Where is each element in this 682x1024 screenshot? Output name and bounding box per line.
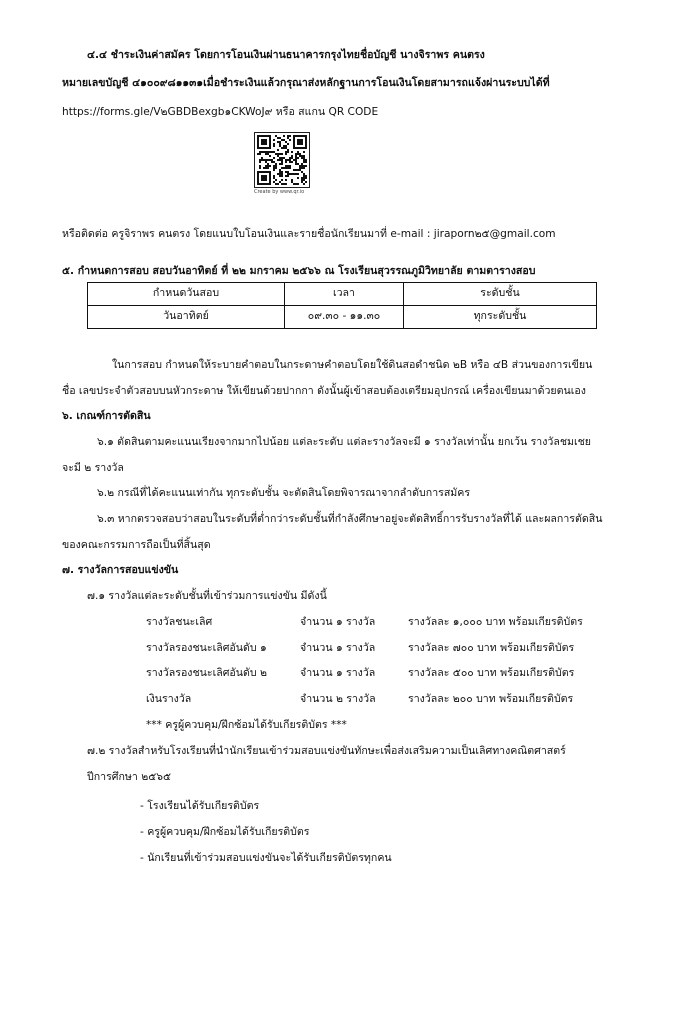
cell-date: วันอาทิตย์ <box>88 306 285 329</box>
table-row <box>88 306 597 329</box>
prize-count-4: จำนวน ๒ รางวัล <box>300 693 376 705</box>
prize-name-3: รางวัลรองชนะเลิศอันดับ ๒ <box>146 667 267 679</box>
list-item: - นักเรียนที่เข้าร่วมสอบแข่งขันจะได้รับเกียรติบัตรทุกคน <box>140 852 392 864</box>
prize-amount-1: รางวัลละ ๑,๐๐๐ บาท พร้อมเกียรติบัตร <box>408 616 583 628</box>
prize-name-2: รางวัลรองชนะเลิศอันดับ ๑ <box>146 642 267 654</box>
teacher-certificate-note: *** ครูผู้ควบคุม/ฝึกซ้อมได้รับเกียรติบัตร *** <box>146 719 347 731</box>
contact-line: หรือติดต่อ ครูจิราพร คนตรง โดยแนบใบโอนเงินและรายชื่อนักเรียนมาที่ e-mail : jiraporn๒๕@gmail.com <box>62 228 556 240</box>
qr-code-image[interactable] <box>254 132 310 188</box>
prizes-7-2-b: ปีการศึกษา ๒๕๖๕ <box>87 771 171 783</box>
cell-level: ทุกระดับชั้น <box>404 306 597 329</box>
payment-line-1: ๔.๔ ชำระเงินค่าสมัคร โดยการโอนเงินผ่านธนาคารกรุงไทยชื่อบัญชี นางจิราพร คนตรง <box>87 49 485 61</box>
criteria-6-1-b: จะมี ๒ รางวัล <box>62 462 124 474</box>
prize-name-1: รางวัลชนะเลิศ <box>146 616 213 628</box>
schedule-heading: ๕. กำหนดการสอบ สอบวันอาทิตย์ ที่ ๒๒ มกราคม ๒๕๖๖ ณ โรงเรียนสุวรรณภูมิวิทยาลัย ตามตารางสอบ <box>62 265 536 277</box>
header-date: กำหนดวันสอบ <box>88 283 285 306</box>
table-header-row <box>88 283 597 306</box>
criteria-heading: ๖. เกณฑ์การตัดสิน <box>62 410 151 422</box>
prize-name-4: เงินรางวัล <box>146 693 192 705</box>
list-item: - ครูผู้ควบคุม/ฝึกซ้อมได้รับเกียรติบัตร <box>140 826 310 838</box>
prizes-heading: ๗. รางวัลการสอบแข่งขัน <box>62 564 179 576</box>
header-level: ระดับชั้น <box>404 283 597 306</box>
prize-count-3: จำนวน ๑ รางวัล <box>300 667 376 679</box>
prize-count-2: จำนวน ๑ รางวัล <box>300 642 376 654</box>
criteria-6-2: ๖.๒ กรณีที่ได้คะแนนเท่ากัน ทุกระดับชั้น จะตัดสินโดยพิจารณาจากลำดับการสมัคร <box>97 487 471 499</box>
prize-amount-2: รางวัลละ ๗๐๐ บาท พร้อมเกียรติบัตร <box>408 642 575 654</box>
prizes-7-1: ๗.๑ รางวัลแต่ละระดับชั้นที่เข้าร่วมการแข่งขัน มีดังนี้ <box>87 590 327 602</box>
payment-line-2: หมายเลขบัญชี ๔๑๐๐๙๘๑๑๓๑เมื่อชำระเงินแล้วกรุณาส่งหลักฐานการโอนเงินโดยสามารถแจ้งผ่านระบบได้ที่ <box>62 77 550 89</box>
prizes-7-2-a: ๗.๒ รางวัลสำหรับโรงเรียนที่นำนักเรียนเข้าร่วมสอบแข่งขันทักษะเพื่อส่งเสริมความเป็นเลิศทางคณิตศาสตร์ <box>87 745 566 757</box>
criteria-6-3-b: ของคณะกรรมการถือเป็นที่สิ้นสุด <box>62 539 211 551</box>
form-link[interactable]: https://forms.gle/V๒GBDBexgb๑CKWoJ๙ หรือ สแกน QR CODE <box>62 106 379 118</box>
criteria-6-3-a: ๖.๓ หากตรวจสอบว่าสอบในระดับที่ต่ำกว่าระดับชั้นที่กำลังศึกษาอยู่จะตัดสิทธิ์การรับรางวัลที่ได้ และผลการตัดสิน <box>97 513 603 525</box>
prize-amount-3: รางวัลละ ๕๐๐ บาท พร้อมเกียรติบัตร <box>408 667 575 679</box>
prize-count-1: จำนวน ๑ รางวัล <box>300 616 376 628</box>
list-item: - โรงเรียนได้รับเกียรติบัตร <box>140 800 260 812</box>
schedule-table <box>87 282 597 329</box>
qr-caption: Create by www.qr.io <box>254 189 305 195</box>
criteria-6-1-a: ๖.๑ ตัดสินตามคะแนนเรียงจากมากไปน้อย แต่ละระดับ แต่ละรางวัลจะมี ๑ รางวัลเท่านั้น ยกเว้น รางวัลชมเชย <box>97 436 592 448</box>
exam-instructions-1: ในการสอบ กำหนดให้ระบายคำตอบในกระดาษคำตอบโดยใช้ดินสอดำชนิด ๒B หรือ ๔B ส่วนของการเขียน <box>112 359 593 371</box>
exam-instructions-2: ชื่อ เลขประจำตัวสอบบนหัวกระดาษ ให้เขียนด้วยปากกา ดังนั้นผู้เข้าสอบต้องเตรียมอุปกรณ์ เครื่องเขียนมาด้วยตนเอง <box>62 385 586 397</box>
prize-amount-4: รางวัลละ ๒๐๐ บาท พร้อมเกียรติบัตร <box>408 693 574 705</box>
header-time: เวลา <box>285 283 404 306</box>
cell-time: ๐๙.๓๐ - ๑๑.๓๐ <box>285 306 404 329</box>
